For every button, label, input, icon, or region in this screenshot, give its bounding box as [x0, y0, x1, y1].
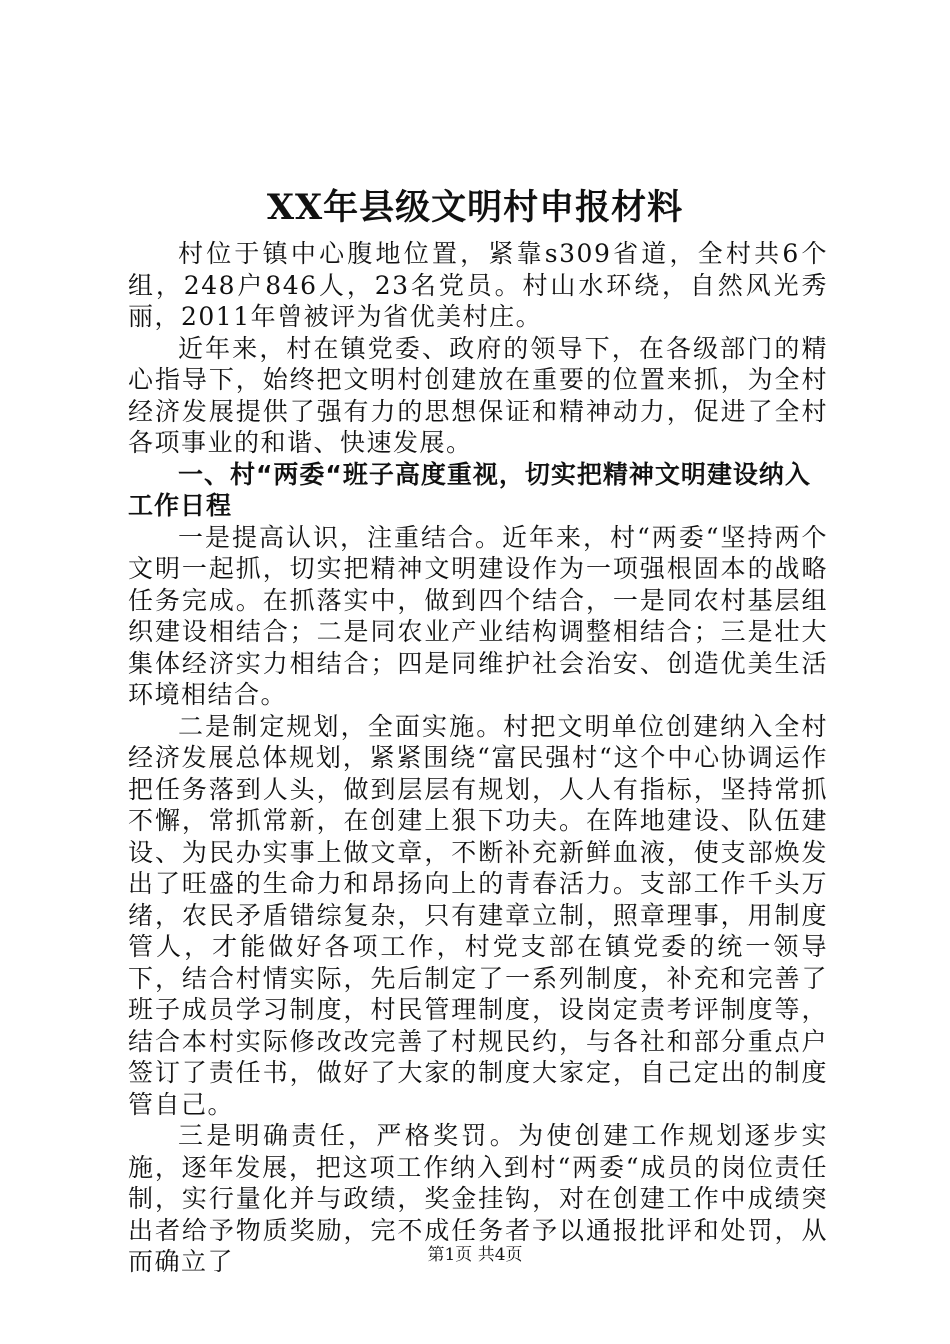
section-heading-1: 一、村“两委“班子高度重视，切实把精神文明建设纳入工作日程 [128, 459, 811, 520]
paragraph-intro: 村位于镇中心腹地位置，紧靠s309省道，全村共6个组，248户846人，23名党员。村山水环绕，自然风光秀丽，2011年曾被评为省优美村庄。 [128, 239, 828, 331]
document-body [128, 238, 828, 1278]
paragraph-point-1: 一是提高认识，注重结合。近年来，村“两委“坚持两个文明一起抓，切实把精神文明建设作为一项强根固本的战略任务完成。在抓落实中，做到四个结合，一是同农村基层组织建设相结合；二是同农业产业结构调整相结合；三是壮大集体经济实力相结合；四是同维护社会治安、创造优美生活环境相结合。 [128, 522, 828, 709]
paragraph-overview: 近年来，村在镇党委、政府的领导下，在各级部门的精心指导下，始终把文明村创建放在重要的位置来抓，为全村经济发展提供了强有力的思想保证和精神动力，促进了全村各项事业的和谐、快速发展。 [128, 333, 828, 457]
document-title: XX年县级文明村申报材料 [266, 187, 684, 228]
page-number: 第1页 共4页 [427, 1245, 523, 1265]
paragraph-point-2: 二是制定规划，全面实施。村把文明单位创建纳入全村经济发展总体规划，紧紧围绕“富民强村“这个中心协调运作把任务落到人头，做到层层有规划，人人有指标，坚持常抓不懈，常抓常新，在创建上狠下功夫。在阵地建设、队伍建设、为民办实事上做文章，不断补充新鲜血液，使支部焕发出了旺盛的生命力和昂扬向上的青春活力。支部工作千头万绪，农民矛盾错综复杂，只有建章立制，照章理事，用制度管人，才能做好各项工作，村党支部在镇党委的统一领导下，结合村情实际，先后制定了一系列制度，补充和完善了班子成员学习制度，村民管理制度，设岗定责考评制度等，结合本村实际修改改完善了村规民约，与各社和部分重点户签订了责任书，做好了大家的制度大家定，自己定出的制度管自己。 [128, 711, 828, 1119]
paragraph-point-3: 三是明确责任，严格奖罚。为使创建工作规划逐步实施，逐年发展，把这项工作纳入到村“两委“成员的岗位责任制，实行量化并与政绩，奖金挂钩，对在创建工作中成绩突出者给予物质奖励，完不成任务者予以通报批评和处罚，从而确立了 [128, 1121, 828, 1276]
